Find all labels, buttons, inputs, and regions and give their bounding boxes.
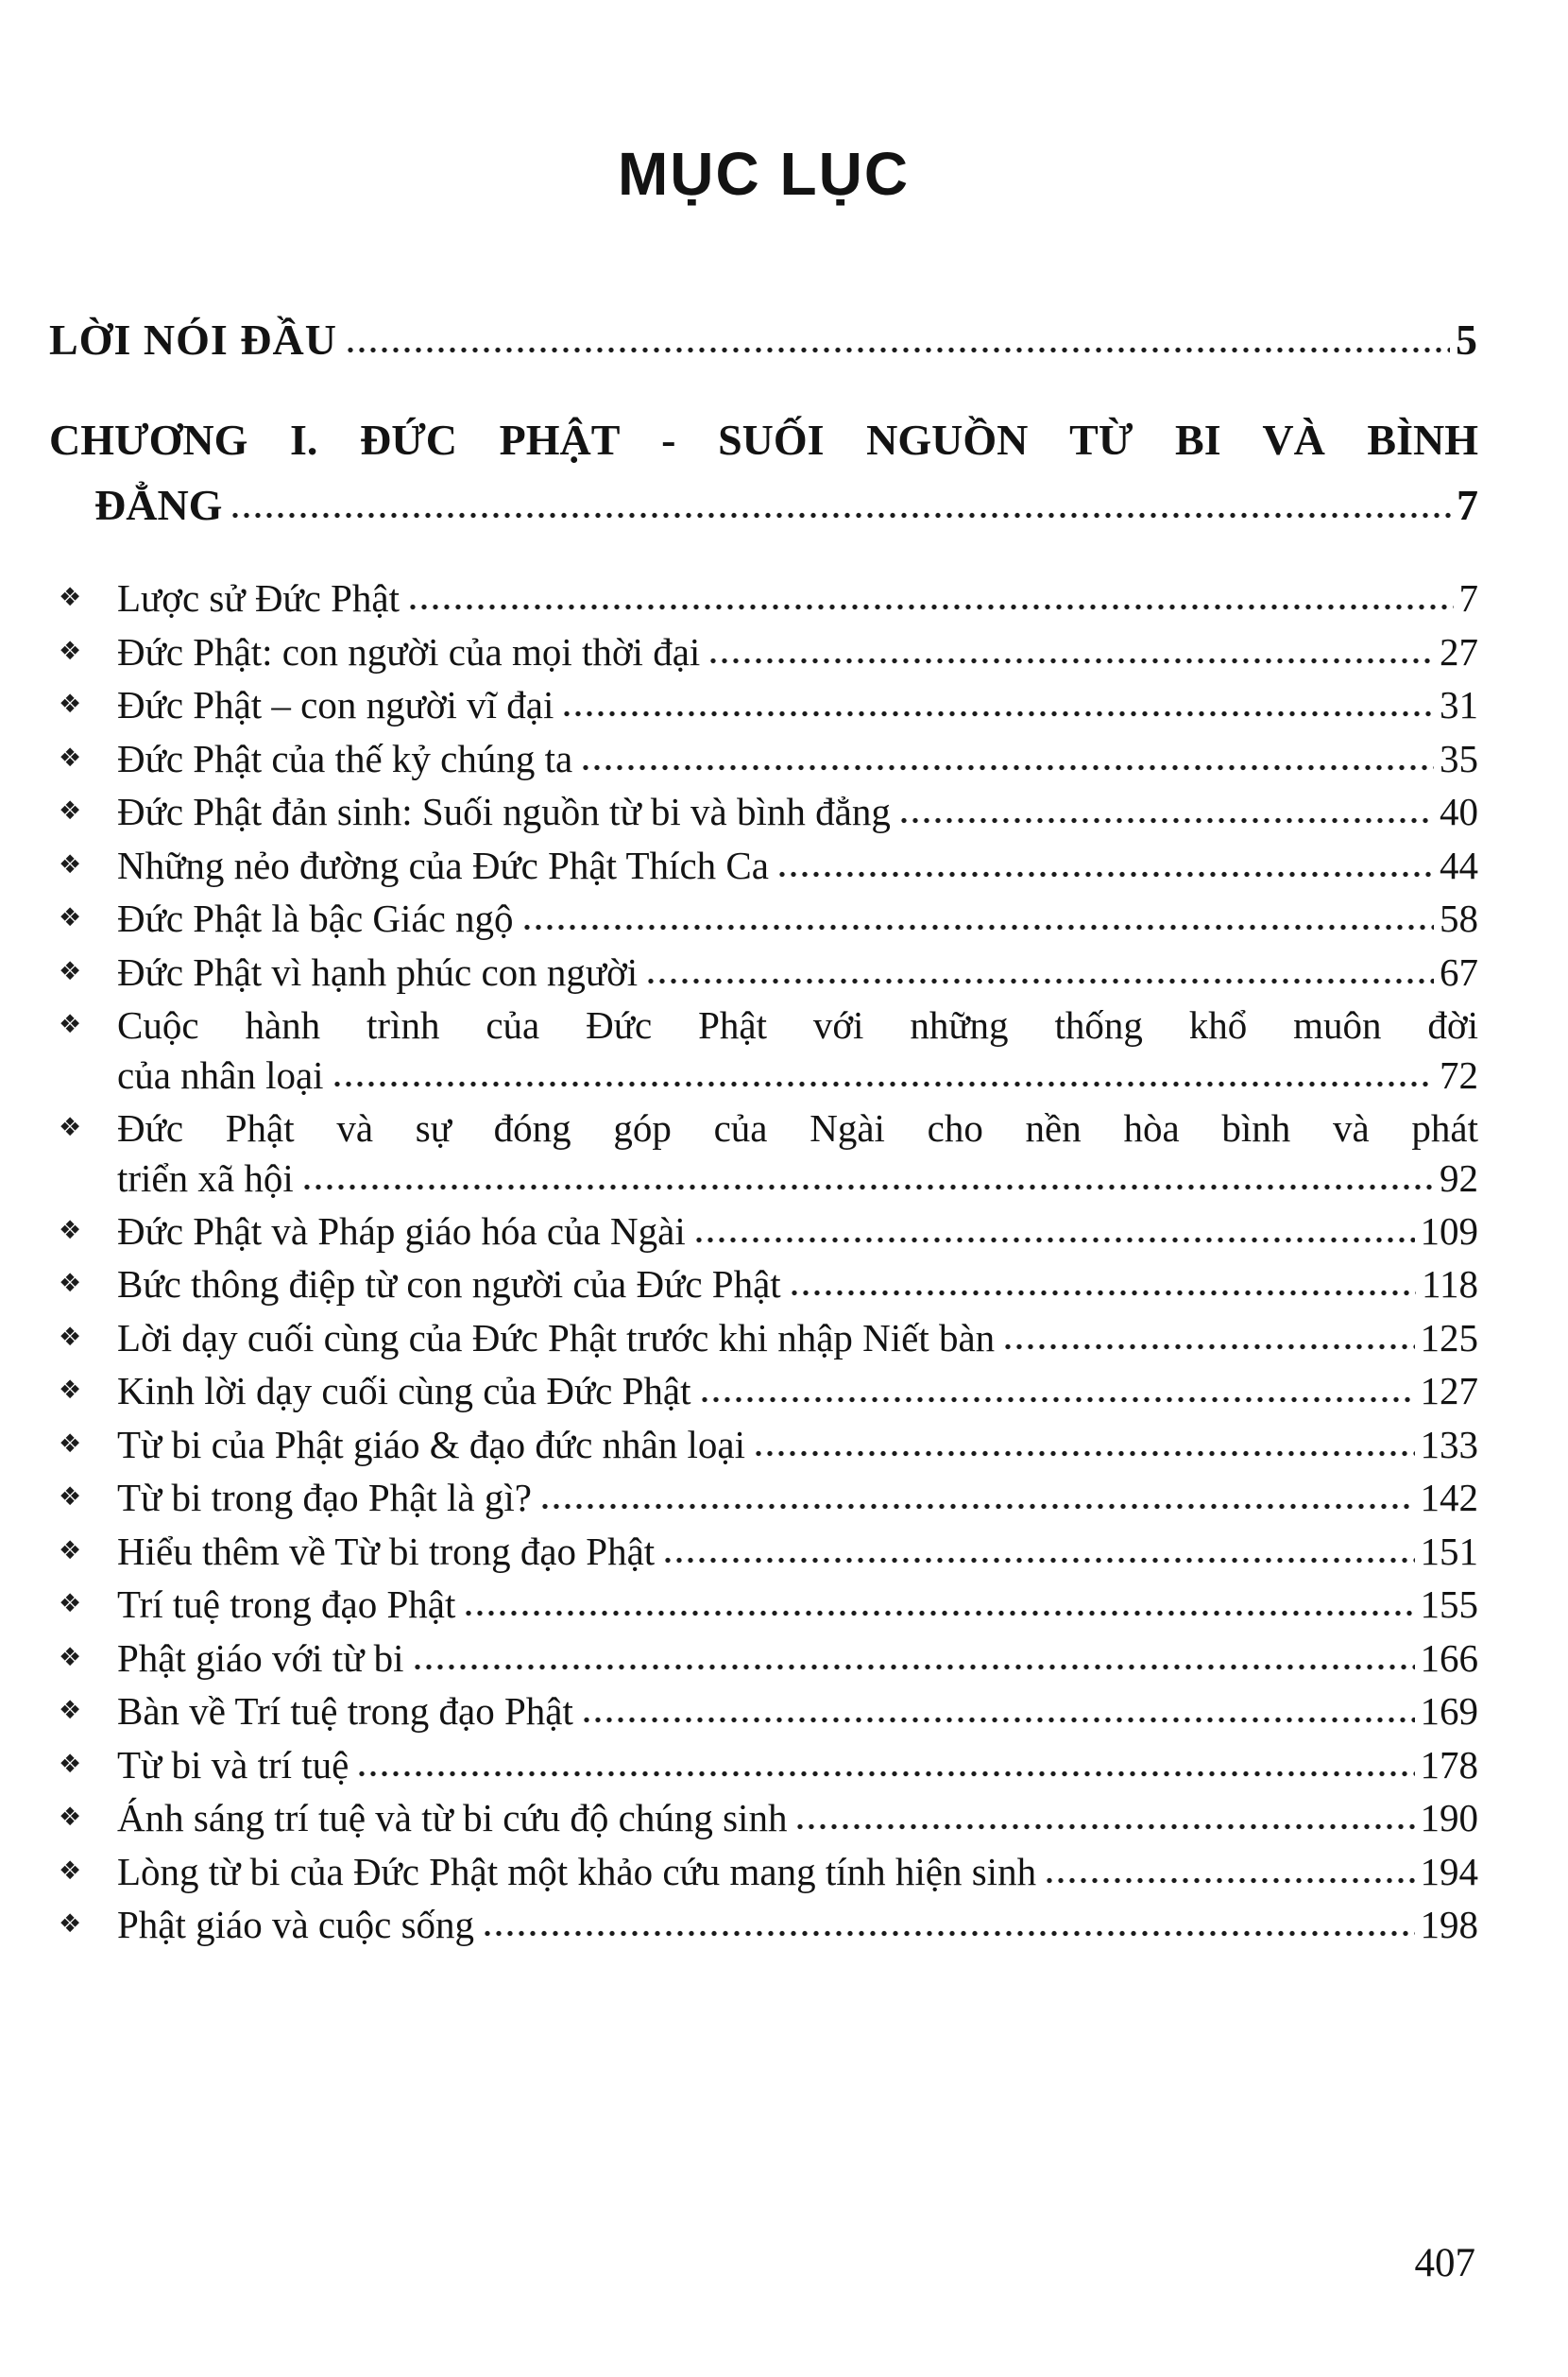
toc-entry-body — [117, 841, 1478, 890]
entry-last-line-row — [117, 1633, 1478, 1683]
toc-entry-body — [117, 1740, 1478, 1789]
chapter-title-line1: CHƯƠNG I. ĐỨC PHẬT - SUỐI NGUỒN TỪ BI VÀ BÌNH — [49, 416, 1478, 465]
entry-page-number: 190 — [1420, 1796, 1478, 1840]
diamond-bullet-icon: ❖ — [59, 636, 82, 666]
diamond-bullet-icon: ❖ — [59, 583, 82, 613]
entry-last-line-row — [117, 573, 1478, 623]
entry-text: Những nẻo đường của Đức Phật Thích Ca — [117, 843, 769, 887]
toc-entry — [49, 573, 1478, 623]
diamond-bullet-icon: ❖ — [59, 1642, 82, 1672]
diamond-bullet-icon: ❖ — [59, 903, 82, 933]
dot-leader — [699, 1395, 1415, 1404]
toc-entry — [49, 1740, 1478, 1789]
entry-page-number: 7 — [1458, 576, 1478, 621]
toc-entry — [49, 627, 1478, 676]
dot-leader — [539, 1502, 1415, 1511]
toc-entry — [49, 1366, 1478, 1415]
dot-leader — [707, 657, 1434, 665]
dot-leader — [561, 710, 1434, 718]
dot-leader — [463, 1609, 1414, 1617]
toc-entry — [49, 894, 1478, 943]
toc-entry — [49, 1900, 1478, 1949]
entry-page-number: 142 — [1420, 1476, 1478, 1520]
entry-page-number: 125 — [1420, 1315, 1478, 1360]
toc-entry — [49, 1206, 1478, 1256]
toc-entry — [49, 841, 1478, 890]
entry-text: Từ bi và trí tuệ — [117, 1742, 349, 1787]
dot-leader — [753, 1449, 1415, 1458]
chapter-page-number: 7 — [1457, 481, 1478, 530]
page-title: MỤC LỤC — [617, 140, 911, 208]
dot-leader — [794, 1822, 1414, 1831]
entry-text: Đức Phật: con người của mọi thời đại — [117, 629, 701, 674]
dot-leader — [332, 1080, 1434, 1088]
entry-last-line-row — [117, 1793, 1478, 1842]
toc-entry-body — [117, 1313, 1478, 1362]
toc-entry-body — [117, 734, 1478, 783]
entry-last-line-row — [117, 948, 1478, 997]
entry-last-line-row — [117, 1900, 1478, 1949]
entry-page-number: 198 — [1420, 1903, 1478, 1947]
toc-entry-body — [117, 1473, 1478, 1522]
diamond-bullet-icon: ❖ — [59, 1376, 82, 1406]
chapter-title-line2: ĐẲNG — [94, 481, 223, 530]
entry-text-line: Cuộc hành trình của Đức Phật với những thống khổ muôn đời — [117, 1003, 1478, 1048]
dot-leader — [230, 511, 1451, 520]
toc-entry — [49, 1313, 1478, 1362]
entry-page-number: 72 — [1440, 1052, 1478, 1097]
entry-last-line-row — [117, 1847, 1478, 1896]
toc-entry — [49, 1527, 1478, 1576]
entry-page-number: 67 — [1440, 949, 1478, 994]
toc-entry-body — [117, 1259, 1478, 1308]
diamond-bullet-icon: ❖ — [59, 1535, 82, 1565]
toc-entry — [49, 1793, 1478, 1842]
dot-leader — [1002, 1342, 1414, 1351]
diamond-bullet-icon: ❖ — [59, 1216, 82, 1246]
entry-last-line-row — [117, 1527, 1478, 1576]
toc-entry-body — [117, 948, 1478, 997]
entry-page-number: 109 — [1420, 1209, 1478, 1254]
toc-entry — [49, 1847, 1478, 1896]
entry-text: Từ bi của Phật giáo & đạo đức nhân loại — [117, 1422, 745, 1466]
entry-text: Đức Phật là bậc Giác ngộ — [117, 897, 514, 941]
entry-page-number: 44 — [1440, 843, 1478, 887]
entry-last-line-row — [117, 1580, 1478, 1629]
toc-entry — [49, 680, 1478, 729]
front-item-page-number: 5 — [1456, 315, 1478, 364]
diamond-bullet-icon: ❖ — [59, 743, 82, 773]
diamond-bullet-icon: ❖ — [59, 1589, 82, 1619]
folio-page-number: 407 — [1414, 2241, 1475, 2285]
dot-leader — [693, 1236, 1415, 1244]
diamond-bullet-icon: ❖ — [59, 1010, 82, 1040]
diamond-bullet-icon: ❖ — [59, 1482, 82, 1513]
entry-last-line-row — [117, 1686, 1478, 1736]
toc-entry-body — [117, 680, 1478, 729]
entry-last-line-row — [117, 734, 1478, 783]
entry-text: Hiểu thêm về Từ bi trong đạo Phật — [117, 1529, 656, 1573]
toc-entries — [49, 573, 1478, 1949]
diamond-bullet-icon: ❖ — [59, 849, 82, 880]
toc-entry-body — [117, 1633, 1478, 1683]
entry-last-line-row — [117, 627, 1478, 676]
entry-page-number: 31 — [1440, 683, 1478, 727]
entry-text: Đức Phật vì hạnh phúc con người — [117, 949, 639, 994]
dot-leader — [789, 1289, 1416, 1297]
toc-entry-body — [117, 787, 1478, 836]
toc-entry — [49, 1000, 1478, 1100]
dot-leader — [776, 870, 1434, 879]
entry-text: Đức Phật – con người vĩ đại — [117, 683, 554, 727]
toc-entry-body — [117, 1366, 1478, 1415]
front-item-label: LỜI NÓI ĐẦU — [49, 315, 337, 364]
toc-entry — [49, 1473, 1478, 1522]
dot-leader — [407, 603, 1454, 611]
entry-text: Trí tuệ trong đạo Phật — [117, 1582, 456, 1627]
entry-text: triển xã hội — [117, 1155, 294, 1200]
entry-last-line-row — [117, 787, 1478, 836]
dot-leader — [356, 1770, 1414, 1778]
entry-page-number: 58 — [1440, 897, 1478, 941]
entry-page-number: 118 — [1422, 1262, 1478, 1307]
entry-last-line-row — [117, 1366, 1478, 1415]
entry-text: Bức thông điệp từ con người của Đức Phật — [117, 1262, 781, 1307]
entry-last-line-row — [117, 1313, 1478, 1362]
entry-page-number: 40 — [1440, 790, 1478, 834]
chapter-title-line2-row — [49, 472, 1478, 538]
diamond-bullet-icon: ❖ — [59, 1322, 82, 1352]
toc-entry — [49, 787, 1478, 836]
dot-leader — [898, 816, 1434, 825]
toc-entry — [49, 948, 1478, 997]
entry-text: Đức Phật đản sinh: Suối nguồn từ bi và bình đẳng — [117, 790, 891, 834]
entry-last-line-row — [117, 1154, 1478, 1203]
entry-text: Bàn về Trí tuệ trong đạo Phật — [117, 1689, 573, 1734]
toc-entry-body — [117, 1206, 1478, 1256]
diamond-bullet-icon: ❖ — [59, 1749, 82, 1779]
toc-entry-body — [117, 1420, 1478, 1469]
entry-text: Đức Phật của thế kỷ chúng ta — [117, 736, 573, 780]
toc-entry — [49, 1633, 1478, 1683]
entry-text: Phật giáo và cuộc sống — [117, 1903, 475, 1947]
dot-leader — [662, 1556, 1414, 1565]
entry-page-number: 92 — [1440, 1155, 1478, 1200]
diamond-bullet-icon: ❖ — [59, 956, 82, 986]
entry-text: Ánh sáng trí tuệ và từ bi cứu độ chúng sinh — [117, 1796, 788, 1840]
toc-entry — [49, 1259, 1478, 1308]
toc-entry — [49, 734, 1478, 783]
entry-page-number: 27 — [1440, 629, 1478, 674]
dot-leader — [581, 1716, 1415, 1724]
entry-page-number: 151 — [1420, 1529, 1478, 1573]
diamond-bullet-icon: ❖ — [59, 1909, 82, 1940]
toc-entry-body — [117, 1793, 1478, 1842]
entry-text-line: Đức Phật và sự đóng góp của Ngài cho nền hòa bình và phát — [117, 1106, 1478, 1151]
entry-text: Lược sử Đức Phật — [117, 576, 400, 621]
entry-last-line-row — [117, 1259, 1478, 1308]
toc-entry-body — [117, 1103, 1478, 1203]
entry-page-number: 169 — [1420, 1689, 1478, 1734]
diamond-bullet-icon: ❖ — [59, 1696, 82, 1726]
entry-page-number: 127 — [1420, 1369, 1478, 1413]
toc-entry-body — [117, 627, 1478, 676]
entry-last-line-row — [117, 1051, 1478, 1100]
toc-entry-body — [117, 894, 1478, 943]
toc-entry — [49, 1580, 1478, 1629]
entry-last-line-row — [117, 1206, 1478, 1256]
entry-text: Lời dạy cuối cùng của Đức Phật trước khi nhập Niết bàn — [117, 1315, 996, 1360]
entry-last-line-row — [117, 1473, 1478, 1522]
dot-leader — [645, 977, 1434, 985]
diamond-bullet-icon: ❖ — [59, 1428, 82, 1459]
entry-page-number: 166 — [1420, 1635, 1478, 1680]
toc-entry — [49, 1686, 1478, 1736]
entry-last-line-row — [117, 841, 1478, 890]
entry-last-line-row — [117, 894, 1478, 943]
entry-text: Kinh lời dạy cuối cùng của Đức Phật — [117, 1369, 691, 1413]
toc-entry-body — [117, 1900, 1478, 1949]
toc-entry-body — [117, 1000, 1478, 1100]
dot-leader — [1044, 1876, 1414, 1885]
entry-last-line-row — [117, 1420, 1478, 1469]
chapter-heading — [49, 407, 1478, 538]
toc-entry-body — [117, 1580, 1478, 1629]
diamond-bullet-icon: ❖ — [59, 1113, 82, 1143]
dot-leader — [412, 1663, 1415, 1671]
toc-entry-body — [117, 1847, 1478, 1896]
dot-leader — [345, 346, 1450, 354]
entry-page-number: 194 — [1420, 1849, 1478, 1893]
entry-text: Đức Phật và Pháp giáo hóa của Ngài — [117, 1209, 686, 1254]
toc-entry-body — [117, 573, 1478, 623]
toc-entry — [49, 1420, 1478, 1469]
entry-text: Phật giáo với từ bi — [117, 1635, 404, 1680]
dot-leader — [482, 1929, 1414, 1938]
toc-entry-body — [117, 1527, 1478, 1576]
diamond-bullet-icon: ❖ — [59, 1803, 82, 1833]
diamond-bullet-icon: ❖ — [59, 690, 82, 720]
entry-text: của nhân loại — [117, 1052, 324, 1097]
entry-page-number: 133 — [1420, 1422, 1478, 1466]
entry-page-number: 178 — [1420, 1742, 1478, 1787]
toc-entry-body — [117, 1686, 1478, 1736]
dot-leader — [580, 763, 1434, 772]
entry-text: Lòng từ bi của Đức Phật một khảo cứu mang tính hiện sinh — [117, 1849, 1037, 1893]
entry-text: Từ bi trong đạo Phật là gì? — [117, 1476, 532, 1520]
toc-entry — [49, 1103, 1478, 1203]
dot-leader — [521, 923, 1434, 932]
toc-front-item — [49, 312, 1478, 368]
entry-last-line-row — [117, 680, 1478, 729]
entry-page-number: 35 — [1440, 736, 1478, 780]
diamond-bullet-icon: ❖ — [59, 796, 82, 827]
entry-page-number: 155 — [1420, 1582, 1478, 1627]
dot-leader — [301, 1183, 1434, 1191]
entry-last-line-row — [117, 1740, 1478, 1789]
diamond-bullet-icon: ❖ — [59, 1269, 82, 1299]
diamond-bullet-icon: ❖ — [59, 1855, 82, 1886]
